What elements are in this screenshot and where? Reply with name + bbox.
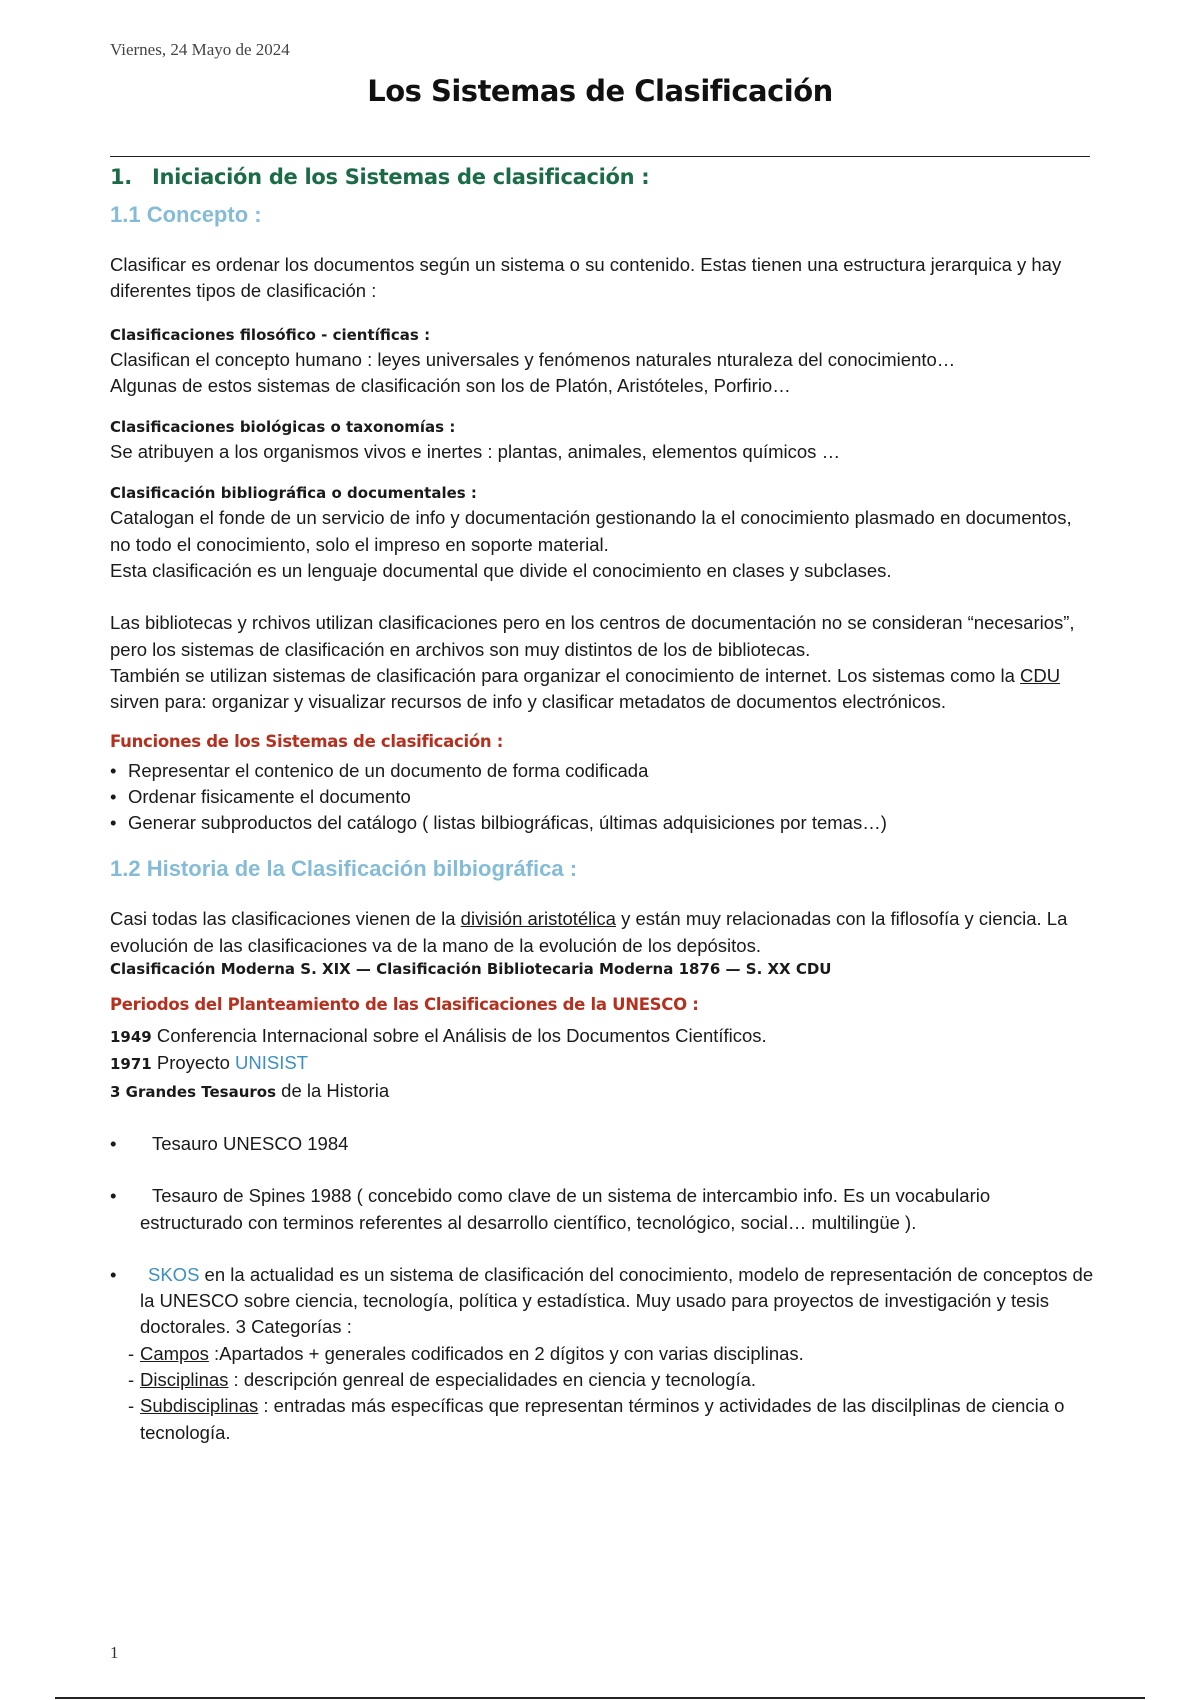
- campos-text: :Apartados + generales codificados en 2 dígitos y con varias disciplinas.: [208, 1342, 804, 1364]
- bullet-icon: •: [110, 1263, 117, 1285]
- label-bibliografica: Clasificación bibliográfica o documentales :: [110, 484, 477, 503]
- dash-icon: -: [128, 1342, 135, 1364]
- period-1971-text: Proyecto: [151, 1052, 236, 1074]
- filosofico-line-2: Algunas de estos sistemas de clasificación son los de Platón, Aristóteles, Porfirio…: [110, 374, 791, 396]
- title-divider: [110, 156, 1090, 157]
- page-bottom-divider: [55, 1697, 1145, 1699]
- section-heading-1: [110, 162, 1095, 192]
- disciplinas-term: Disciplinas: [140, 1369, 229, 1391]
- functions-heading: Funciones de los Sistemas de clasificación :: [110, 731, 504, 751]
- page-number: 1: [110, 1643, 119, 1662]
- campos-term: Campos: [140, 1342, 209, 1364]
- subdisciplinas-text: : entradas más específicas que representan términos y actividades de las discilplinas de ciencia o tecnología.: [140, 1395, 1065, 1443]
- division-aristotelica-link: división aristotélica: [460, 908, 616, 930]
- list-item: • Representar el contenico de un documento de forma codificada: [110, 758, 1095, 784]
- category-disciplinas: [110, 1367, 1095, 1393]
- section-title: Iniciación de los Sistemas de clasificación :: [152, 165, 650, 189]
- internet-paragraph: [110, 663, 1095, 716]
- list-item: • Ordenar fisicamente el documento: [110, 784, 1095, 810]
- biologicas-line-1: Se atribuyen a los organismos vivos e inertes : plantas, animales, elementos químicos …: [110, 441, 841, 463]
- concept-intro: Clasificar es ordenar los documentos según un sistema o su contenido. Estas tienen una estructura jerarquica y hay diferentes tipos de clasificación :: [110, 254, 1062, 302]
- cdu-link: CDU: [1020, 664, 1061, 686]
- bullet-icon: •: [110, 1132, 117, 1154]
- archivos-paragraph: Las bibliotecas y rchivos utilizan clasificaciones pero en los centros de documentación no se consideran “necesarios”, pero los sistemas de clasificación en archivos son muy distintos de los de bibliotecas.: [110, 612, 1075, 660]
- functions-list: [110, 758, 1095, 837]
- tesauros-bold: 3 Grandes Tesauros: [110, 1082, 277, 1101]
- tesauros-line: [110, 1078, 1095, 1105]
- timeline-line: Clasificación Moderna S. XIX — Clasificación Bibliotecaria Moderna 1876 — S. XX CDU: [110, 960, 832, 979]
- historia-text-a: Casi todas las clasificaciones vienen de la: [110, 908, 461, 930]
- historia-text-b: y están muy relacionadas con la fiflosofía y ciencia. La evolución de las clasificaciones va de la mano de la evolución de los depósitos.: [110, 908, 1068, 956]
- tesauros-text: de la Historia: [276, 1079, 390, 1101]
- skos-item: [110, 1262, 1095, 1341]
- category-campos: [110, 1341, 1095, 1367]
- internet-text-b: sirven para: organizar y visualizar recursos de info y clasificar metadatos de documentos electrónicos.: [110, 691, 946, 713]
- document-body: [110, 162, 1095, 1446]
- unisist-link: UNISIST: [235, 1052, 309, 1074]
- list-item: • Generar subproductos del catálogo ( listas bilbiográficas, últimas adquisiciones por temas…): [110, 810, 1095, 836]
- label-biologicas: Clasificaciones biológicas o taxonomías :: [110, 418, 456, 437]
- label-filosofico: Clasificaciones filosófico - científicas :: [110, 325, 431, 344]
- period-1949: [110, 1023, 1095, 1050]
- subsection-heading-concepto: 1.1 Concepto :: [110, 202, 262, 227]
- page-title: Los Sistemas de Clasificación: [367, 74, 833, 108]
- bibliografica-line-1: Catalogan el fonde de un servicio de info y documentación gestionando la el conocimiento plasmado en documentos, no todo el conocimiento, solo el impreso en soporte material.: [110, 507, 1072, 555]
- subsection-heading-historia: 1.2 Historia de la Clasificación bilbiográfica :: [110, 856, 578, 882]
- year-1971: 1971: [110, 1055, 152, 1074]
- document-date: Viernes, 24 Mayo de 2024: [110, 40, 290, 59]
- category-subdisciplinas: [110, 1393, 1095, 1446]
- internet-text-a: También se utilizan sistemas de clasificación para organizar el conocimiento de internet. Los sistemas como la: [110, 664, 1021, 686]
- section-number: 1.: [110, 165, 132, 189]
- bullet-icon: •: [110, 1185, 117, 1207]
- tesauro-unesco-text: Tesauro UNESCO 1984: [152, 1132, 349, 1154]
- period-1971: [110, 1050, 1095, 1077]
- disciplinas-text: : descripción genreal de especialidades en ciencia y tecnología.: [228, 1369, 757, 1391]
- dash-icon: -: [128, 1395, 135, 1417]
- period-1949-text: Conferencia Internacional sobre el Análisis de los Documentos Científicos.: [151, 1025, 767, 1047]
- filosofico-line-1: Clasifican el concepto humano : leyes universales y fenómenos naturales nturaleza del conocimiento…: [110, 348, 956, 370]
- skos-text: en la actualidad es un sistema de clasificación del conocimiento, modelo de representación de conceptos de la UNESCO sobre ciencia, tecnología, política y estadística. Muy usado para proyectos de investigación y tesis doctorales. 3 Categorías :: [140, 1263, 1094, 1338]
- tesauro-spines-text: Tesauro de Spines 1988 ( concebido como clave de un sistema de intercambio info. Es un vocabulario estructurado con terminos referentes al desarrollo científico, tecnológico, social… multilingüe ).: [140, 1185, 991, 1233]
- dash-icon: -: [128, 1369, 135, 1391]
- unesco-heading: Periodos del Planteamiento de las Clasificaciones de la UNESCO :: [110, 995, 699, 1015]
- tesauro-spines-item: [110, 1183, 1095, 1236]
- skos-link: SKOS: [148, 1263, 200, 1285]
- historia-paragraph: [110, 906, 1095, 959]
- tesauro-unesco-item: [110, 1131, 1095, 1157]
- bibliografica-line-2: Esta clasificación es un lenguaje documental que divide el conocimiento en clases y subclases.: [110, 560, 892, 582]
- subdisciplinas-term: Subdisciplinas: [140, 1395, 259, 1417]
- year-1949: 1949: [110, 1028, 152, 1047]
